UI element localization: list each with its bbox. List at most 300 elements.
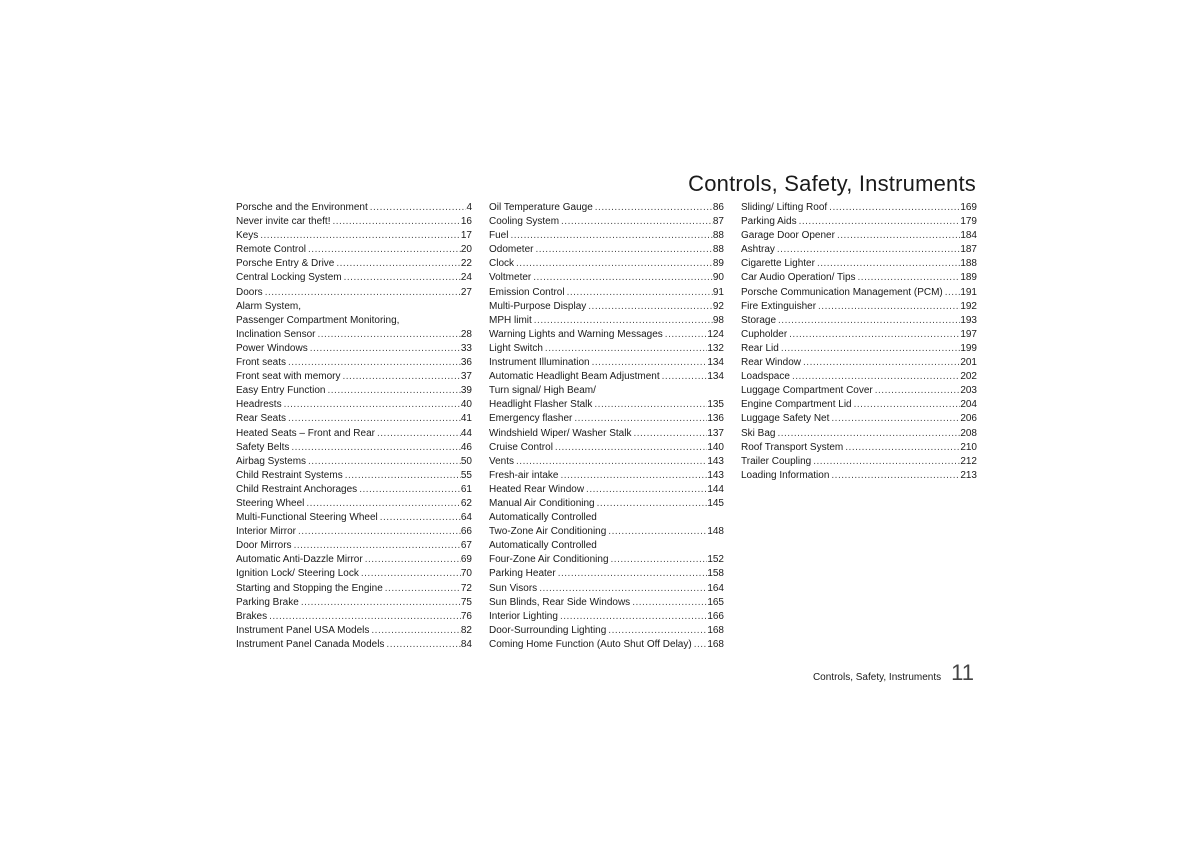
toc-entry-label: Brakes [236,610,268,622]
toc-entry-label: Airbag Systems [236,455,307,467]
toc-entry-page: 20 [460,244,472,256]
dot-leader [304,497,461,511]
toc-entry-page: 132 [707,342,724,354]
toc-entry-label: Ashtray [741,244,775,256]
toc-entry-page: 87 [712,216,724,228]
toc-column-3 [741,201,977,483]
toc-entry-label: Emission Control [489,286,565,298]
toc-entry [489,271,724,285]
toc-entry [741,215,977,229]
toc-entry-page: 62 [460,497,472,509]
toc-entry [741,342,977,356]
toc-entry-label: Sun Visors [489,582,538,594]
toc-entry [489,370,724,384]
dot-leader [533,243,712,257]
toc-entry [236,610,472,624]
toc-entry-label: Parking Heater [489,568,556,580]
toc-entry-page: 189 [960,272,977,284]
dot-leader [378,511,461,525]
toc-entry-label: Door Mirrors [236,540,292,552]
toc-entry-page: 140 [707,441,724,453]
dot-leader [292,539,461,553]
toc-entry [236,596,472,610]
dot-leader [801,356,960,370]
dot-leader [384,638,460,652]
toc-entry-label: Windshield Wiper/ Washer Stalk [489,427,632,439]
toc-entry-page: 86 [712,202,724,213]
dot-leader [660,370,708,384]
toc-entry-page: 98 [712,314,724,326]
toc-entry [489,624,724,638]
toc-entry-page: 136 [707,413,724,425]
toc-entry [489,596,724,610]
toc-entry-page: 168 [707,624,724,636]
toc-entry-page: 88 [712,244,724,256]
toc-entry [236,201,472,215]
toc-entry-label: MPH limit [489,314,532,326]
toc-entry [741,328,977,342]
toc-entry-label: Front seats [236,357,287,369]
toc-entry-label: Automatic Headlight Beam Adjustment [489,371,660,383]
toc-entry-label: Odometer [489,244,534,256]
toc-entry [489,511,724,525]
toc-entry [741,257,977,271]
toc-entry [489,441,724,455]
toc-entry-page: 134 [707,371,724,383]
dot-leader [306,243,461,257]
toc-entry-label: Interior Lighting [489,610,558,622]
toc-entry [741,243,977,257]
dot-leader [565,286,713,300]
toc-entry-page: 208 [960,427,977,439]
toc-entry [489,356,724,370]
toc-entry [489,243,724,257]
toc-entry-page: 188 [960,258,977,270]
toc-entry-page: 199 [960,342,977,354]
toc-entry-page: 158 [707,568,724,580]
footer-section-label: Controls, Safety, Instruments [812,672,942,683]
toc-entry-page: 28 [460,328,472,340]
toc-entry-label: Cupholder [741,328,788,340]
toc-entry-page: 191 [960,286,977,298]
dot-leader [306,455,461,469]
toc-entry-page: 179 [960,216,977,228]
toc-entry-label: Passenger Compartment Monitoring, [236,314,400,326]
toc-entry-page: 4 [466,202,472,213]
dot-leader [514,257,713,271]
toc-entry-page: 212 [960,455,977,467]
toc-entry-page: 16 [460,216,472,228]
toc-entry-label: Instrument Illumination [489,357,590,369]
toc-entry [236,483,472,497]
toc-entry [741,356,977,370]
dot-leader [586,300,713,314]
toc-entry [489,215,724,229]
toc-entry [741,427,977,441]
dot-leader [286,412,461,426]
toc-entry-label: Remote Control [236,244,307,256]
dot-leader [663,328,708,342]
toc-entry [741,412,977,426]
toc-entry [489,257,724,271]
toc-entry-page: 33 [460,342,472,354]
dot-leader [342,271,461,285]
toc-entry-page: 46 [460,441,472,453]
toc-entry-label: Clock [489,258,515,270]
toc-entry-label: Alarm System, [236,300,302,312]
dot-leader [334,257,461,271]
toc-entry-page: 193 [960,314,977,326]
toc-entry-label: Central Locking System [236,272,342,284]
toc-entry-page: 145 [707,497,724,509]
toc-entry [489,525,724,539]
toc-entry [489,300,724,314]
toc-entry-page: 64 [460,512,472,524]
dot-leader [299,596,461,610]
toc-entry [489,328,724,342]
toc-entry-label: Inclination Sensor [236,328,316,340]
dot-leader [286,356,461,370]
toc-entry [741,398,977,412]
toc-entry-page: 36 [460,357,472,369]
dot-leader [375,427,461,441]
toc-entry [236,370,472,384]
toc-entry-label: Sun Blinds, Rear Side Windows [489,596,631,608]
toc-entry-label: Turn signal/ High Beam/ [489,385,596,397]
toc-entry [236,539,472,553]
toc-entry-label: Doors [236,286,263,298]
toc-entry-page: 187 [960,244,977,256]
toc-entry-label: Emergency flasher [489,413,573,425]
toc-entry-page: 202 [960,371,977,383]
toc-entry [489,469,724,483]
dot-leader [811,455,960,469]
toc-entry-page: 197 [960,328,977,340]
toc-entry-page: 69 [460,554,472,566]
dot-leader [289,441,461,455]
dot-leader [827,201,960,215]
toc-entry-page: 201 [960,357,977,369]
dot-leader [553,441,707,455]
toc-entry-label: Porsche Entry & Drive [236,258,335,270]
toc-entry-page: 39 [460,385,472,397]
dot-leader [258,229,461,243]
dot-leader [593,201,713,215]
dot-leader [775,427,960,441]
toc-entry [489,497,724,511]
toc-entry [489,638,724,652]
toc-entry-label: Fresh-air intake [489,469,559,481]
dot-leader [330,215,460,229]
toc-entry-page: 135 [707,399,724,411]
dot-leader [609,553,708,567]
toc-entry [489,427,724,441]
toc-entry-label: Oil Temperature Gauge [489,202,593,213]
toc-entry-label: Cruise Control [489,441,553,453]
toc-entry-page: 152 [707,554,724,566]
toc-entry-label: Ski Bag [741,427,776,439]
toc-entry-page: 204 [960,399,977,411]
toc-entry-page: 37 [460,371,472,383]
toc-entry-label: Manual Air Conditioning [489,497,595,509]
toc-entry-label: Four-Zone Air Conditioning [489,554,609,566]
toc-entry-label: Steering Wheel [236,497,305,509]
toc-entry-label: Heated Rear Window [489,483,585,495]
toc-entry-label: Power Windows [236,342,308,354]
toc-entry-page: 40 [460,399,472,411]
toc-entry [236,582,472,596]
dot-leader [296,525,461,539]
toc-entry-label: Keys [236,230,259,242]
dot-leader [829,469,960,483]
page-number: 11 [951,660,974,685]
dot-leader [797,215,961,229]
dot-leader [787,328,960,342]
toc-entry-label: Warning Lights and Warning Messages [489,328,663,340]
dot-leader [514,455,707,469]
dot-leader [815,257,960,271]
dot-leader [368,201,467,215]
toc-entry-page: 50 [460,455,472,467]
toc-entry [236,624,472,638]
toc-entry [236,215,472,229]
dot-leader [595,497,708,511]
toc-entry-page: 166 [707,610,724,622]
dot-leader [325,384,460,398]
toc-entry-page: 61 [460,483,472,495]
toc-entry-page: 92 [712,300,724,312]
toc-entry [236,229,472,243]
dot-leader [631,427,707,441]
toc-entry-page: 143 [707,455,724,467]
toc-entry-page: 90 [712,272,724,284]
dot-leader [558,469,707,483]
toc-entry [741,271,977,285]
toc-entry-page: 203 [960,385,977,397]
toc-entry-label: Light Switch [489,342,543,354]
toc-entry [741,314,977,328]
toc-entry-page: 82 [460,624,472,636]
toc-entry [236,469,472,483]
toc-entry [741,469,977,483]
toc-entry [489,286,724,300]
toc-entry [236,271,472,285]
toc-entry [236,398,472,412]
toc-entry-label: Easy Entry Function [236,385,326,397]
toc-entry [489,539,724,553]
dot-leader [852,398,961,412]
toc-entry [236,342,472,356]
toc-entry [236,314,472,328]
toc-column-2 [489,201,724,652]
dot-leader [282,398,461,412]
dot-leader [775,243,960,257]
toc-entry [236,412,472,426]
dot-leader [835,229,960,243]
dot-leader [343,469,461,483]
toc-entry-page: 168 [707,638,724,650]
dot-leader [316,328,461,342]
toc-entry-page: 148 [707,526,724,538]
toc-entry-label: Instrument Panel USA Models [236,624,370,636]
toc-entry-label: Headlight Flasher Stalk [489,399,593,411]
dot-leader [357,483,461,497]
dot-leader [267,610,461,624]
toc-entry [489,314,724,328]
dot-leader [790,370,960,384]
toc-entry [489,398,724,412]
toc-entry [236,553,472,567]
toc-entry [741,300,977,314]
toc-entry-page: 144 [707,483,724,495]
toc-entry-page: 210 [960,441,977,453]
dot-leader [843,441,960,455]
toc-entry-label: Ignition Lock/ Steering Lock [236,568,359,580]
dot-leader [369,624,460,638]
dot-leader [829,412,960,426]
toc-entry [489,229,724,243]
toc-entry [741,286,977,300]
toc-entry-label: Rear Lid [741,342,779,354]
dot-leader [537,582,707,596]
dot-leader [558,610,707,624]
toc-entry [741,384,977,398]
toc-entry [489,567,724,581]
toc-entry-label: Engine Compartment Lid [741,399,852,411]
toc-entry-page: 184 [960,230,977,242]
toc-entry-page: 66 [460,526,472,538]
toc-entry-label: Automatic Anti-Dazzle Mirror [236,554,363,566]
toc-entry-page: 169 [960,202,977,213]
toc-entry [236,497,472,511]
toc-entry [741,229,977,243]
toc-entry-label: Never invite car theft! [236,216,331,228]
toc-entry [489,582,724,596]
toc-entry-label: Safety Belts [236,441,290,453]
toc-entry-label: Car Audio Operation/ Tips [741,272,856,284]
dot-leader [532,314,713,328]
dot-leader [543,342,707,356]
toc-entry-label: Instrument Panel Canada Models [236,638,385,650]
dot-leader [592,398,707,412]
toc-entry [236,384,472,398]
toc-entry-label: Loadspace [741,371,790,383]
toc-entry-page: 206 [960,413,977,425]
dot-leader [856,271,961,285]
dot-leader [340,370,460,384]
toc-entry-label: Fire Extinguisher [741,300,817,312]
toc-entry [489,455,724,469]
toc-entry [489,610,724,624]
toc-entry-label: Front seat with memory [236,371,341,383]
dot-leader [359,567,461,581]
toc-entry-page: 67 [460,540,472,552]
toc-entry-label: Headrests [236,399,282,411]
dot-leader [692,638,708,652]
toc-entry [741,441,977,455]
toc-entry-page: 137 [707,427,724,439]
page-title: Controls, Safety, Instruments [688,170,976,196]
toc-entry-page: 165 [707,596,724,608]
dot-leader [263,286,461,300]
toc-entry-label: Porsche and the Environment [236,202,368,213]
dot-leader [776,314,960,328]
toc-entry-label: Parking Aids [741,216,797,228]
toc-entry-page: 84 [460,638,472,650]
toc-entry [236,328,472,342]
toc-entry-page: 75 [460,596,472,608]
toc-entry [489,483,724,497]
toc-entry-page: 91 [712,286,724,298]
toc-entry-page: 44 [460,427,472,439]
toc-entry-label: Two-Zone Air Conditioning [489,526,607,538]
toc-entry [236,300,472,314]
toc-entry-label: Door-Surrounding Lighting [489,624,607,636]
toc-entry-label: Interior Mirror [236,526,297,538]
dot-leader [572,412,707,426]
toc-entry-page: 192 [960,300,977,312]
toc-entry [741,201,977,215]
dot-leader [363,553,461,567]
dot-leader [508,229,712,243]
toc-entry-label: Roof Transport System [741,441,844,453]
toc-entry-page: 22 [460,258,472,270]
toc-entry [489,342,724,356]
toc-entry-label: Cigarette Lighter [741,258,815,270]
dot-leader [556,567,708,581]
toc-entry [741,455,977,469]
toc-entry [236,525,472,539]
toc-entry-page: 70 [460,568,472,580]
dot-leader [630,596,707,610]
toc-entry-label: Trailer Coupling [741,455,812,467]
toc-entry [236,286,472,300]
dot-leader [590,356,708,370]
toc-entry-label: Child Restraint Anchorages [236,483,358,495]
dot-leader [559,215,713,229]
toc-entry [236,441,472,455]
toc-entry-label: Parking Brake [236,596,299,608]
toc-entry [236,567,472,581]
dot-leader [584,483,707,497]
toc-entry-label: Automatically Controlled [489,512,597,524]
toc-entry [236,243,472,257]
dot-leader [873,384,961,398]
toc-entry-page: 89 [712,258,724,270]
toc-entry-page: 27 [460,286,472,298]
toc-entry [489,553,724,567]
toc-entry-page: 124 [707,328,724,340]
toc-entry-label: Garage Door Opener [741,230,835,242]
toc-entry-page: 76 [460,610,472,622]
toc-entry-label: Luggage Compartment Cover [741,385,873,397]
toc-entry-label: Voltmeter [489,272,532,284]
toc-entry-label: Rear Window [741,357,802,369]
toc-entry [236,427,472,441]
toc-entry-page: 213 [960,469,977,481]
toc-entry-label: Multi-Purpose Display [489,300,587,312]
toc-entry-page: 24 [460,272,472,284]
toc-entry-page: 88 [712,230,724,242]
toc-entry-label: Sliding/ Lifting Roof [741,202,828,213]
toc-entry-page: 134 [707,357,724,369]
toc-entry-label: Coming Home Function (Auto Shut Off Delay) [489,638,692,650]
toc-entry [489,412,724,426]
toc-entry-page: 55 [460,469,472,481]
toc-entry [236,511,472,525]
dot-leader [606,624,707,638]
toc-entry-label: Child Restraint Systems [236,469,343,481]
